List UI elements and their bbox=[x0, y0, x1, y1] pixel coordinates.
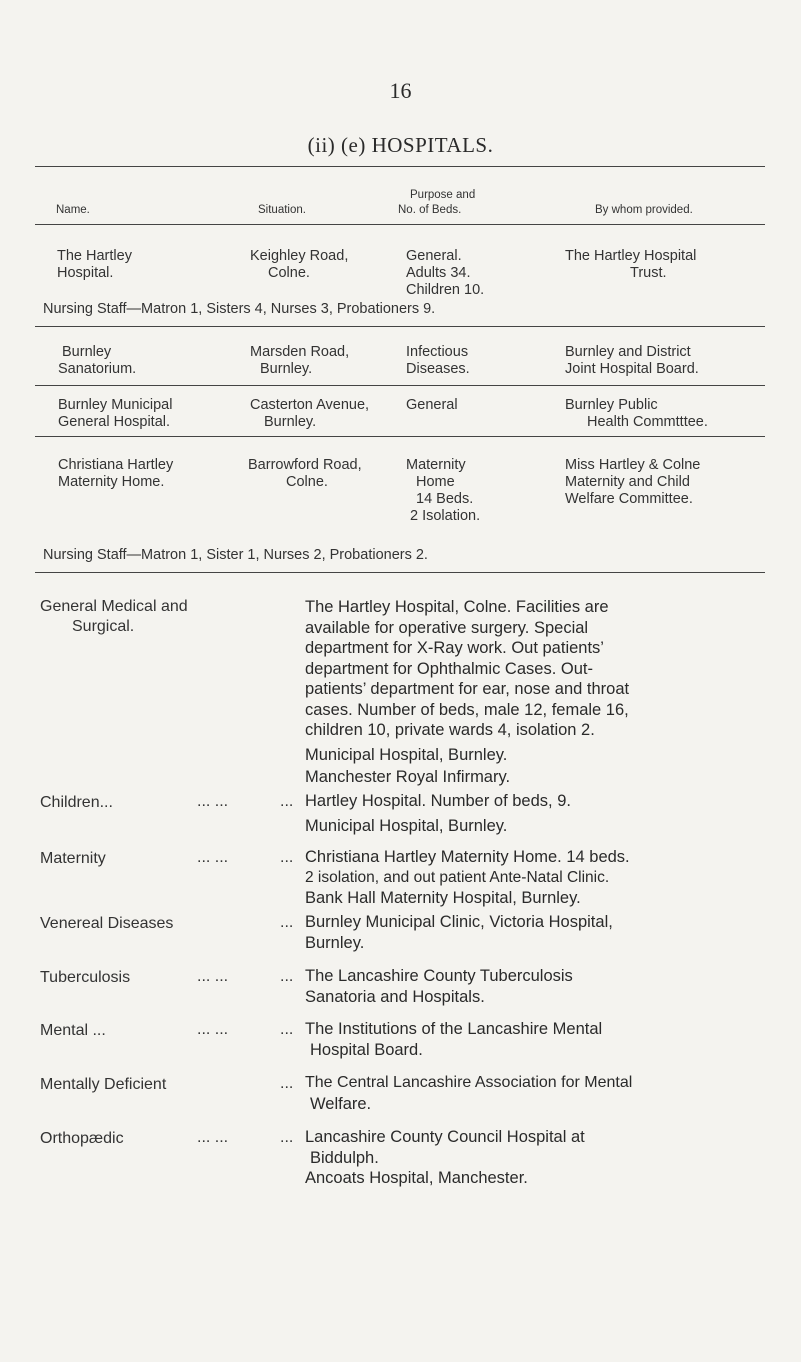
service-line: Lancashire County Council Hospital at bbox=[305, 1128, 585, 1146]
table-row bbox=[58, 344, 136, 378]
leader-dots: ... bbox=[280, 968, 294, 985]
row-name: The Hartley bbox=[57, 248, 132, 264]
service-line: Sanatoria and Hospitals. bbox=[305, 987, 485, 1006]
row-situation-cell bbox=[248, 457, 362, 491]
header-provided: By whom provided. bbox=[595, 204, 693, 216]
row-situation-cell bbox=[250, 397, 369, 431]
row-provided-cell bbox=[565, 397, 708, 431]
service-line: Municipal Hospital, Burnley. bbox=[305, 745, 508, 764]
service-line: The Lancashire County Tuberculosis bbox=[305, 967, 573, 985]
row-divider bbox=[35, 326, 765, 327]
row-name: Maternity Home. bbox=[58, 474, 165, 490]
service-label: Mental ... bbox=[40, 1022, 106, 1039]
service-text bbox=[305, 791, 571, 836]
service-line: The Central Lancashire Association for Mental bbox=[305, 1074, 633, 1091]
row-purpose-cell bbox=[406, 397, 458, 414]
row-purpose: Adults 34. bbox=[406, 265, 471, 281]
nursing-staff-note: Nursing Staff—Matron 1, Sister 1, Nurses 2, Probationers 2. bbox=[43, 547, 428, 563]
row-situation: Burnley. bbox=[260, 361, 313, 377]
row-divider bbox=[35, 436, 765, 437]
service-line: Burnley Municipal Clinic, Victoria Hospital, bbox=[305, 913, 613, 931]
table-header-rule bbox=[35, 224, 765, 225]
service-line: Hospital Board. bbox=[310, 1040, 423, 1059]
row-situation-cell bbox=[250, 344, 349, 378]
service-label-line: Surgical. bbox=[72, 618, 135, 635]
row-situation: Burnley. bbox=[264, 414, 317, 430]
row-provided: Burnley and District bbox=[565, 344, 691, 360]
service-line: Bank Hall Maternity Hospital, Burnley. bbox=[305, 889, 581, 907]
row-name: Christiana Hartley bbox=[58, 457, 174, 473]
service-label: Children... bbox=[40, 794, 113, 811]
row-provided-cell bbox=[565, 344, 699, 378]
service-text bbox=[305, 1019, 602, 1060]
leader-dots: ... ... bbox=[197, 849, 229, 866]
service-line: Hartley Hospital. Number of beds, 9. bbox=[305, 792, 571, 810]
row-name: Hospital. bbox=[57, 265, 114, 281]
row-situation: Keighley Road, bbox=[250, 248, 349, 264]
row-provided: The Hartley Hospital bbox=[565, 248, 697, 264]
service-text bbox=[305, 597, 629, 788]
row-situation-cell bbox=[250, 248, 348, 282]
service-text bbox=[305, 912, 613, 953]
row-provided-cell bbox=[565, 248, 696, 282]
table-row bbox=[58, 397, 172, 431]
service-line: 2 isolation, and out patient Ante-Natal Clinic. bbox=[305, 868, 610, 886]
service-text bbox=[305, 1073, 632, 1114]
header-purpose-line1: Purpose and bbox=[410, 189, 476, 201]
header-name: Name. bbox=[56, 204, 90, 216]
row-provided: Burnley Public bbox=[565, 397, 658, 413]
row-situation: Colne. bbox=[286, 474, 328, 490]
row-situation: Colne. bbox=[268, 265, 310, 281]
row-provided: Trust. bbox=[630, 265, 667, 281]
row-purpose-cell bbox=[406, 248, 484, 299]
row-name: General Hospital. bbox=[58, 414, 171, 430]
service-text bbox=[305, 1127, 585, 1189]
row-purpose: 14 Beds. bbox=[416, 491, 474, 507]
row-situation: Casterton Avenue, bbox=[250, 397, 370, 413]
leader-dots: ... bbox=[280, 793, 294, 810]
header-situation: Situation. bbox=[258, 204, 306, 216]
table-row bbox=[57, 248, 132, 282]
row-purpose: Diseases. bbox=[406, 361, 470, 377]
row-provided: Maternity and Child bbox=[565, 474, 690, 490]
row-name: Burnley bbox=[62, 344, 112, 360]
leader-dots: ... ... bbox=[197, 968, 229, 985]
leader-dots: ... bbox=[280, 914, 294, 931]
service-line: available for operative surgery. Special bbox=[305, 618, 589, 637]
row-divider bbox=[35, 385, 765, 386]
table-top-rule bbox=[35, 166, 765, 167]
service-text bbox=[305, 847, 630, 909]
service-label: Mentally Deficient bbox=[40, 1076, 167, 1093]
service-text bbox=[305, 966, 573, 1007]
row-provided: Health Commtttee. bbox=[587, 414, 708, 430]
service-line: Christiana Hartley Maternity Home. 14 beds. bbox=[305, 848, 630, 866]
service-line: children 10, private wards 4, isolation 2. bbox=[305, 721, 595, 739]
service-line: cases. Number of beds, male 12, female 16, bbox=[305, 700, 629, 719]
row-provided: Welfare Committee. bbox=[565, 491, 693, 507]
service-label: Venereal Diseases bbox=[40, 915, 174, 932]
row-purpose: General. bbox=[406, 248, 462, 264]
nursing-staff-note: Nursing Staff—Matron 1, Sisters 4, Nurses 3, Probationers 9. bbox=[43, 301, 436, 317]
leader-dots: ... bbox=[280, 849, 294, 866]
service-line: Biddulph. bbox=[310, 1148, 379, 1167]
leader-dots: ... ... bbox=[197, 1021, 229, 1038]
service-label: Maternity bbox=[40, 850, 106, 867]
row-provided-cell bbox=[565, 457, 700, 508]
leader-dots: ... ... bbox=[197, 793, 229, 810]
row-purpose: Home bbox=[416, 474, 455, 490]
row-purpose: Maternity bbox=[406, 457, 466, 473]
row-provided: Joint Hospital Board. bbox=[565, 361, 699, 377]
service-label-line: General Medical and bbox=[40, 598, 188, 615]
page-title: (ii) (e) HOSPITALS. bbox=[307, 133, 494, 157]
leader-dots: ... bbox=[280, 1129, 294, 1146]
row-situation: Marsden Road, bbox=[250, 344, 350, 360]
row-purpose: Infectious bbox=[406, 344, 469, 360]
service-label: Tuberculosis bbox=[40, 969, 131, 986]
leader-dots: ... ... bbox=[197, 1129, 229, 1146]
row-purpose: Children 10. bbox=[406, 282, 485, 298]
row-purpose: 2 Isolation. bbox=[410, 508, 481, 524]
service-line: Welfare. bbox=[310, 1094, 372, 1113]
service-line: Burnley. bbox=[305, 933, 365, 952]
table-row bbox=[58, 457, 173, 491]
row-purpose-cell bbox=[406, 457, 480, 525]
page-number: 16 bbox=[389, 78, 412, 103]
service-label: Orthopædic bbox=[40, 1130, 124, 1147]
leader-dots: ... bbox=[280, 1021, 294, 1038]
leader-dots: ... bbox=[280, 1075, 294, 1092]
row-purpose-cell bbox=[406, 344, 470, 378]
table-bottom-rule bbox=[35, 572, 765, 573]
row-purpose: General bbox=[406, 397, 458, 413]
service-line: department for X-Ray work. Out patients’ bbox=[305, 639, 604, 657]
service-line: patients’ department for ear, nose and throat bbox=[305, 680, 630, 698]
service-line: The Hartley Hospital, Colne. Facilities are bbox=[305, 598, 609, 616]
service-line: The Institutions of the Lancashire Mental bbox=[305, 1020, 603, 1038]
row-name: Sanatorium. bbox=[58, 361, 137, 377]
service-line: department for Ophthalmic Cases. Out- bbox=[305, 659, 593, 678]
row-provided: Miss Hartley & Colne bbox=[565, 457, 701, 473]
row-situation: Barrowford Road, bbox=[248, 457, 362, 473]
service-line: Ancoats Hospital, Manchester. bbox=[305, 1169, 528, 1187]
header-purpose-line2: No. of Beds. bbox=[398, 204, 462, 216]
service-line: Municipal Hospital, Burnley. bbox=[305, 816, 508, 835]
service-line: Manchester Royal Infirmary. bbox=[305, 768, 511, 786]
row-name: Burnley Municipal bbox=[58, 397, 173, 413]
service-label bbox=[40, 597, 188, 637]
